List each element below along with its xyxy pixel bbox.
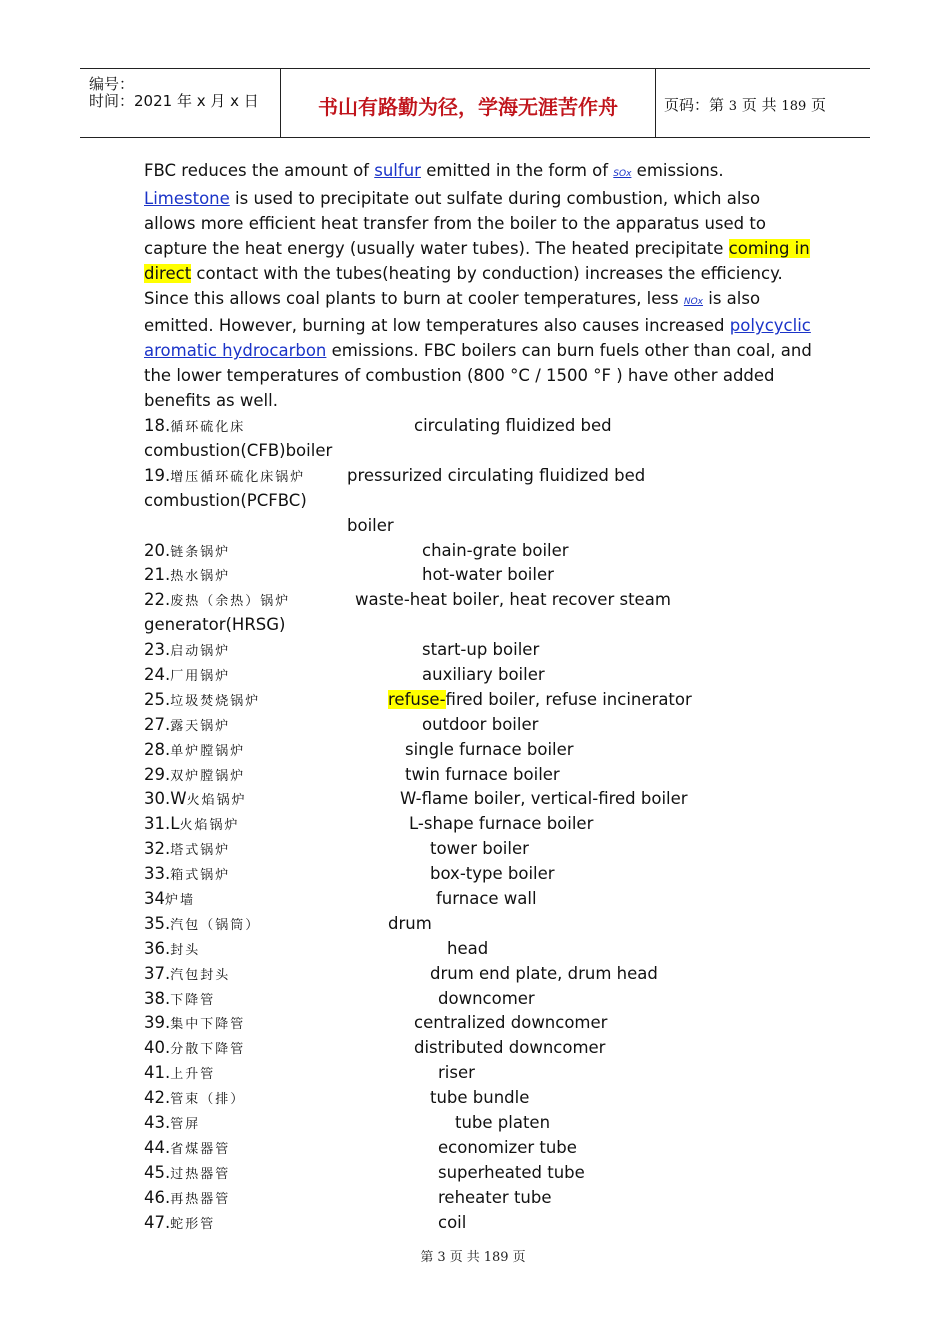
term-english: [388, 688, 692, 713]
term-number: 31.L: [144, 814, 180, 834]
term-row-22: [144, 588, 814, 613]
term-english: chain-grate boiler: [422, 540, 569, 560]
term-number: 18.: [144, 416, 171, 436]
paragraph-text: contact with the tubes(heating by conduction) increases the efficiency. Since this allows coal plants to burn at cooler temperatures, less: [144, 263, 783, 308]
term-chinese: 热水锅炉: [170, 569, 231, 585]
page-suffix: 页: [811, 96, 827, 114]
term-chinese: 集中下降管: [170, 1017, 246, 1033]
term-english: coil: [438, 1212, 467, 1232]
footer-text: 共: [466, 1250, 480, 1265]
term-english: riser: [438, 1063, 475, 1083]
term-row-40: [144, 1036, 814, 1061]
term-row-28: [144, 738, 814, 763]
footer-page-total: 189: [483, 1250, 509, 1265]
term-row-35: [144, 912, 814, 937]
link-nox[interactable]: NOx: [683, 296, 704, 307]
term-chinese: 蛇形管: [170, 1216, 216, 1232]
term-row-31: [144, 812, 814, 837]
term-english-continued: boiler: [347, 515, 394, 535]
term-row-32: [144, 837, 814, 862]
term-chinese: 火焰锅炉: [186, 793, 247, 809]
term-chinese: 露天锅炉: [170, 718, 231, 734]
intro-paragraph: [144, 159, 814, 414]
term-row-34: [144, 887, 814, 912]
term-row-43: [144, 1111, 814, 1136]
highlighted-text: refuse-: [388, 689, 446, 709]
term-number: 32.: [144, 839, 171, 859]
term-number: 30.W: [144, 789, 187, 809]
term-number: 21.: [144, 565, 171, 585]
term-chinese: 管束（排）: [170, 1092, 246, 1108]
term-number: 27.: [144, 714, 171, 734]
term-row-continuation: [144, 514, 814, 539]
term-chinese: 箱式锅炉: [170, 868, 231, 884]
term-english-rest: fired boiler, refuse incinerator: [445, 689, 692, 709]
term-number: 35.: [144, 913, 171, 933]
term-row-20: [144, 539, 814, 564]
term-number: 40.: [144, 1038, 171, 1058]
term-row-25: [144, 688, 814, 713]
term-number: 36.: [144, 938, 171, 958]
document-number-label: 编号：: [89, 75, 135, 93]
highlighted-text: coming in direct: [144, 238, 810, 283]
term-english: L-shape furnace boiler: [409, 814, 594, 834]
term-number: 29.: [144, 764, 171, 784]
term-row-39: [144, 1011, 814, 1036]
term-number: 28.: [144, 739, 171, 759]
term-chinese: 省煤器管: [170, 1141, 231, 1157]
term-english: downcomer: [438, 988, 535, 1008]
page-number: 3: [728, 99, 738, 114]
term-row-continuation: [144, 489, 814, 514]
page-of-label: 页 共: [741, 96, 777, 114]
term-number: 46.: [144, 1187, 171, 1207]
term-number: 41.: [144, 1063, 171, 1083]
term-english: twin furnace boiler: [405, 764, 560, 784]
term-english: box-type boiler: [430, 864, 555, 884]
term-row-24: [144, 663, 814, 688]
term-number: 37.: [144, 963, 171, 983]
term-chinese: 塔式锅炉: [170, 843, 231, 859]
term-number: 19.: [144, 465, 171, 485]
header-motto-cell: [280, 69, 656, 137]
term-number: 44.: [144, 1137, 171, 1157]
term-row-19: [144, 464, 814, 489]
header-page-cell: [655, 69, 870, 137]
term-number: 47.: [144, 1212, 171, 1232]
term-row-continuation: [144, 613, 814, 638]
header-page-info: [664, 94, 826, 115]
term-chinese: 下降管: [170, 992, 216, 1008]
term-english: start-up boiler: [422, 640, 540, 660]
header-meta-cell: [80, 69, 280, 137]
term-english: drum end plate, drum head: [430, 963, 658, 983]
term-number: 42.: [144, 1088, 171, 1108]
term-row-45: [144, 1161, 814, 1186]
paragraph-text: emitted in the form of: [420, 161, 614, 180]
term-english: superheated tube: [438, 1162, 585, 1182]
footer-text: 第: [420, 1250, 434, 1265]
document-date: 时间：2021 年 x 月 x 日: [89, 92, 259, 110]
term-row-29: [144, 763, 814, 788]
term-number: 39.: [144, 1013, 171, 1033]
term-chinese: 厂用锅炉: [170, 668, 231, 684]
paragraph-text: is also emitted. However, burning at low temperatures also causes increased: [144, 288, 761, 336]
term-row-42: [144, 1086, 814, 1111]
link-polycyclic-aromatic-hydrocarbon[interactable]: polycyclic aromatic hydrocarbon: [144, 316, 811, 361]
term-chinese: 分散下降管: [170, 1042, 246, 1058]
term-english: hot-water boiler: [422, 565, 554, 585]
footer-page-number: 3: [437, 1250, 446, 1265]
term-english: pressurized circulating fluidized bed: [347, 465, 646, 485]
term-chinese: 循环硫化床: [170, 420, 246, 436]
term-list: [144, 414, 814, 1235]
paragraph-text: emissions.: [631, 161, 724, 180]
term-english: tower boiler: [430, 839, 529, 859]
term-english: auxiliary boiler: [422, 664, 545, 684]
term-chinese: 增压循环硫化床锅炉: [170, 469, 306, 485]
term-chinese: 垃圾焚烧锅炉: [170, 693, 261, 709]
term-chinese: 汽包（锅筒）: [170, 917, 261, 933]
term-english: reheater tube: [438, 1187, 552, 1207]
paragraph-text: is used to precipitate out sulfate during combustion, which also allows more efficient heat transfer from the boiler to the apparatus used to capture the heat energy (usually water tubes). The heated precipitate: [144, 188, 766, 258]
term-row-37: [144, 962, 814, 987]
term-chinese: 炉墙: [165, 892, 196, 908]
term-chinese: 火焰锅炉: [179, 818, 240, 834]
page-content: [144, 159, 814, 1235]
term-chinese: 废热（余热）锅炉: [170, 594, 291, 610]
term-row-46: [144, 1186, 814, 1211]
term-english: circulating fluidized bed: [414, 416, 612, 436]
term-number: 23.: [144, 640, 171, 660]
term-number: 45.: [144, 1162, 171, 1182]
term-row-27: [144, 713, 814, 738]
term-row-30: [144, 787, 814, 812]
term-number: 25.: [144, 689, 171, 709]
term-english: furnace wall: [436, 888, 537, 908]
page-header: [80, 68, 870, 138]
term-english: tube bundle: [430, 1088, 530, 1108]
term-english-continued: generator(HRSG): [144, 615, 286, 635]
term-row-38: [144, 987, 814, 1012]
term-english: outdoor boiler: [422, 714, 539, 734]
term-number: 24.: [144, 664, 171, 684]
term-row-33: [144, 862, 814, 887]
term-row-47: [144, 1211, 814, 1236]
term-english: distributed downcomer: [414, 1038, 606, 1058]
term-chinese: 汽包封头: [170, 967, 231, 983]
term-row-continuation: [144, 439, 814, 464]
page-total: 189: [781, 99, 807, 114]
term-chinese: 管屏: [170, 1117, 201, 1132]
link-sulfur[interactable]: sulfur: [374, 161, 421, 180]
term-row-36: [144, 937, 814, 962]
term-number: 38.: [144, 988, 171, 1008]
term-english: economizer tube: [438, 1137, 577, 1157]
term-english: head: [447, 938, 489, 958]
term-chinese: 单炉膛锅炉: [170, 743, 246, 759]
page-label: 页码：第: [664, 96, 725, 114]
term-english: drum: [388, 913, 432, 933]
header-motto: 书山有路勤为径，学海无涯苦作舟: [318, 95, 618, 119]
term-row-44: [144, 1136, 814, 1161]
term-chinese: 启动锅炉: [170, 644, 231, 660]
term-english: W-flame boiler, vertical-fired boiler: [400, 789, 688, 809]
term-english-continued: combustion(CFB)boiler: [144, 440, 333, 460]
term-english-continued: combustion(PCFBC): [144, 490, 307, 510]
term-chinese: 双炉膛锅炉: [170, 768, 246, 784]
paragraph-text: FBC reduces the amount of: [144, 161, 375, 180]
term-number: 43.: [144, 1113, 171, 1132]
term-english: tube platen: [455, 1113, 551, 1132]
term-chinese: 过热器管: [170, 1166, 231, 1182]
term-chinese: 封头: [170, 942, 201, 958]
term-chinese: 再热器管: [170, 1191, 231, 1207]
term-english: centralized downcomer: [414, 1013, 608, 1033]
term-chinese: 链条锅炉: [170, 544, 231, 560]
term-row-23: [144, 638, 814, 663]
term-row-41: [144, 1061, 814, 1086]
term-chinese: 上升管: [170, 1067, 216, 1083]
term-number: 33.: [144, 864, 171, 884]
term-number: 34: [144, 888, 165, 908]
footer-text: 页: [512, 1250, 526, 1265]
term-english: waste-heat boiler, heat recover steam: [355, 590, 671, 610]
term-number: 22.: [144, 590, 171, 610]
page-footer: [0, 1246, 950, 1265]
term-row-18: [144, 414, 814, 439]
term-number: 20.: [144, 540, 171, 560]
link-sox[interactable]: SOx: [613, 169, 632, 179]
paragraph-text: emissions. FBC boilers can burn fuels other than coal, and the lower temperatures of combustion (800 °C / 1500 °F ) have other added benefits as well.: [144, 341, 812, 411]
link-limestone[interactable]: Limestone: [144, 188, 230, 208]
footer-text: 页: [449, 1250, 463, 1265]
term-english: single furnace boiler: [405, 739, 574, 759]
term-row-21: [144, 563, 814, 588]
